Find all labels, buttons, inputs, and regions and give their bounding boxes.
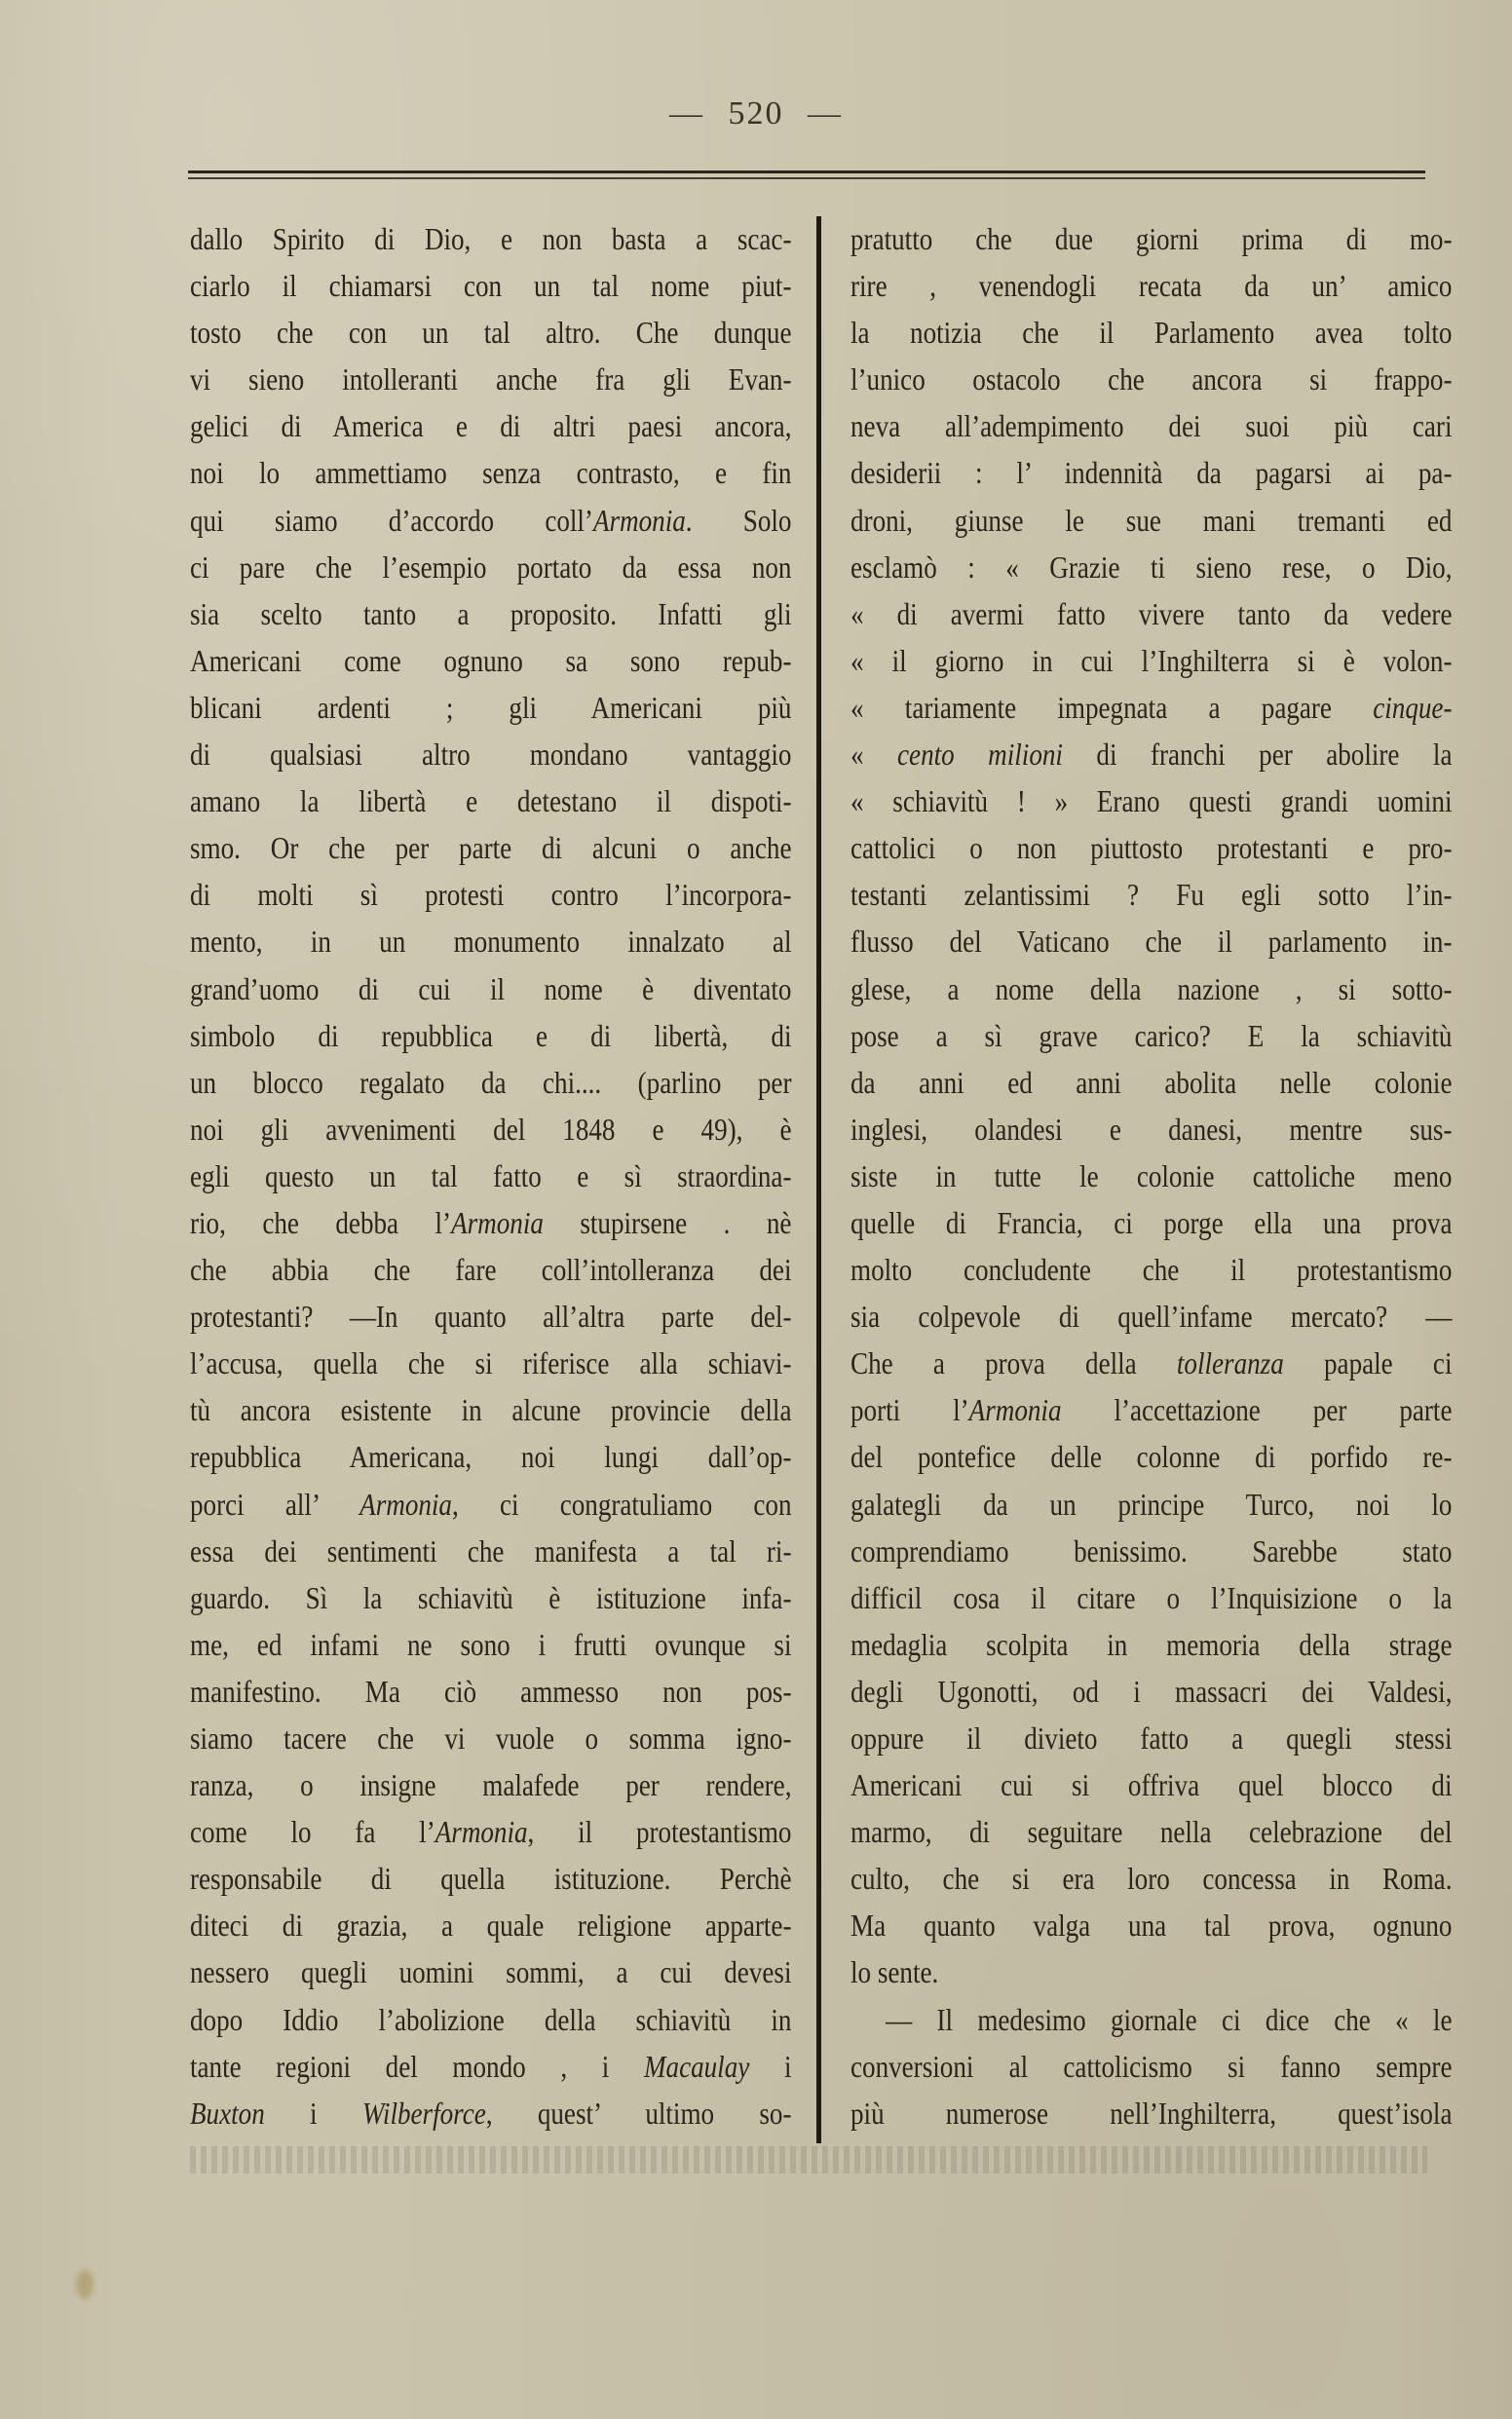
- text-segment: degli Ugonotti, od i massacri dei Valdesi,: [850, 1674, 1453, 1709]
- text-line: [850, 825, 1452, 872]
- text-segment: sia scelto tanto a proposito. Infatti gli: [190, 596, 792, 631]
- text-line: [850, 591, 1452, 638]
- text-line: [190, 1341, 791, 1387]
- text-segment: responsabile di quella istituzione. Perchè: [190, 1862, 792, 1897]
- text-line: [850, 1762, 1452, 1809]
- text-segment: , ci congratuliamo con: [451, 1487, 792, 1522]
- header-dash-right: —: [808, 95, 843, 132]
- text-segment: l’accusa, quella che si riferisce alla schiavi-: [190, 1346, 792, 1381]
- text-line: [190, 1716, 791, 1762]
- italic-text: Wilberforce: [361, 2096, 486, 2131]
- italic-text: Buxton: [190, 2096, 265, 2131]
- text-segment: vi sieno intolleranti anche fra gli Evan-: [190, 362, 792, 397]
- text-line: [190, 1856, 791, 1903]
- text-segment: neva all’adempimento dei suoi più cari: [850, 409, 1453, 444]
- text-line: [190, 357, 791, 403]
- text-line: [190, 545, 791, 591]
- text-line: [190, 591, 791, 638]
- text-segment: , quest’ ultimo so-: [485, 2096, 792, 2131]
- text-line: [190, 1622, 791, 1669]
- text-segment: amano la libertà e detestano il dispoti-: [190, 784, 792, 819]
- text-segment: nessero quegli uomini sommi, a cui devesi: [190, 1955, 792, 1990]
- text-segment: tù ancora esistente in alcune provincie della: [190, 1393, 792, 1428]
- text-line: [190, 1200, 791, 1247]
- text-line: [190, 216, 791, 263]
- text-segment: dopo Iddio l’abolizione della schiavitù in: [190, 2002, 792, 2037]
- left-column-text: [190, 216, 791, 2137]
- text-segment: Ma quanto valga una tal prova, ognuno: [850, 1909, 1453, 1944]
- text-line: [850, 2091, 1452, 2137]
- text-line: [190, 638, 791, 685]
- text-line: [850, 778, 1452, 825]
- text-segment: oppure il divieto fatto a quegli stessi: [850, 1721, 1453, 1756]
- text-line: [850, 1247, 1452, 1294]
- text-segment: porti l’: [850, 1393, 969, 1428]
- show-through-text: [190, 2146, 1427, 2173]
- text-segment: quelle di Francia, ci porge ella una prova: [850, 1205, 1453, 1240]
- text-segment: da anni ed anni abolita nelle colonie: [850, 1065, 1453, 1100]
- text-segment: difficil cosa il citare o l’Inquisizione o la: [850, 1580, 1453, 1615]
- text-line: [850, 1716, 1452, 1762]
- text-segment: droni, giunse le sue mani tremanti ed: [850, 503, 1453, 538]
- text-segment: « tariamente impegnata a pagare: [850, 690, 1374, 725]
- text-segment: conversioni al cattolicismo si fanno sempre: [850, 2049, 1453, 2084]
- text-segment: culto, che si era loro concessa in Roma.: [850, 1862, 1453, 1897]
- text-line: [850, 1153, 1452, 1200]
- left-column: [190, 216, 792, 2137]
- text-line: [190, 1434, 791, 1481]
- page-header: [0, 95, 1512, 132]
- text-line: [190, 263, 791, 310]
- text-segment: , il protestantismo: [527, 1815, 792, 1850]
- text-line: [190, 1762, 791, 1809]
- text-segment: essa dei sentimenti che manifesta a tal ri-: [190, 1533, 792, 1569]
- italic-text: cento milioni: [897, 737, 1063, 773]
- text-line: [190, 825, 791, 872]
- text-line: [850, 263, 1452, 310]
- text-segment: di qualsiasi altro mondano vantaggio: [190, 737, 792, 773]
- italic-text: Armonia: [968, 1393, 1062, 1428]
- text-segment: tante regioni del mondo , i: [190, 2049, 644, 2084]
- text-segment: « schiavitù ! » Erano questi grandi uomini: [850, 784, 1453, 819]
- text-line: [190, 2044, 791, 2091]
- text-segment: siste in tutte le colonie cattoliche meno: [850, 1158, 1453, 1193]
- text-segment: siamo tacere che vi vuole o somma igno-: [190, 1721, 792, 1756]
- text-segment: ci pare che l’esempio portato da essa non: [190, 549, 792, 585]
- text-line: [190, 310, 791, 357]
- text-segment: . Solo: [685, 503, 792, 538]
- header-rule-thick: [188, 170, 1425, 173]
- text-segment: comprendiamo benissimo. Sarebbe stato: [850, 1533, 1453, 1569]
- text-line: [190, 1247, 791, 1294]
- text-line: [850, 685, 1452, 732]
- text-segment: egli questo un tal fatto e sì straordina-: [190, 1158, 792, 1193]
- text-line: [190, 1949, 791, 1996]
- italic-text: Armonia: [435, 1815, 528, 1850]
- text-segment: più numerose nell’Inghilterra, quest’isola: [850, 2096, 1453, 2131]
- text-segment: qui siamo d’accordo coll’: [190, 503, 593, 538]
- text-line: [190, 2091, 791, 2137]
- text-line: [190, 1482, 791, 1529]
- text-segment: galategli da un principe Turco, noi lo: [850, 1487, 1453, 1522]
- text-line: [190, 919, 791, 965]
- text-line: [190, 1809, 791, 1856]
- text-line: [190, 1107, 791, 1153]
- text-line: [850, 1434, 1452, 1481]
- text-line: [190, 1903, 791, 1949]
- column-divider: [816, 216, 821, 2143]
- text-segment: un blocco regalato da chi.... (parlino per: [190, 1065, 792, 1100]
- text-segment: l’unico ostacolo che ancora si frappo-: [850, 362, 1453, 397]
- text-line: [190, 498, 791, 545]
- text-segment: come lo fa l’: [190, 1815, 435, 1850]
- text-segment: che abbia che fare coll’intolleranza dei: [190, 1253, 792, 1288]
- text-line: [850, 1060, 1452, 1107]
- text-segment: pratutto che due giorni prima di mo-: [850, 222, 1453, 256]
- text-segment: Che a prova della: [850, 1346, 1177, 1381]
- text-segment: me, ed infami ne sono i frutti ovunque si: [190, 1627, 792, 1662]
- text-segment: dallo Spirito di Dio, e non basta a scac-: [190, 222, 792, 256]
- right-column: [850, 216, 1453, 2137]
- text-segment: protestanti? —In quanto all’altra parte del-: [190, 1300, 792, 1335]
- text-segment: molto concludente che il protestantismo: [850, 1253, 1453, 1288]
- text-line: [850, 732, 1452, 778]
- right-column-text: [850, 216, 1452, 2137]
- text-line: [190, 732, 791, 778]
- text-line: [850, 966, 1452, 1013]
- text-line: [850, 1622, 1452, 1669]
- text-line: [190, 1153, 791, 1200]
- text-segment: « il giorno in cui l’Inghilterra si è volon-: [850, 643, 1453, 678]
- text-segment: di molti sì protesti contro l’incorpora-: [190, 878, 792, 913]
- text-line: [190, 966, 791, 1013]
- text-line: [850, 216, 1452, 263]
- text-segment: gelici di America e di altri paesi ancora,: [190, 409, 792, 444]
- text-segment: del pontefice delle colonne di porfido re-: [850, 1440, 1453, 1475]
- text-line: [850, 872, 1452, 919]
- text-line: [850, 450, 1452, 497]
- text-line: [190, 403, 791, 450]
- italic-text: tolleranza: [1176, 1346, 1284, 1381]
- text-line: [850, 1387, 1452, 1434]
- text-line: [850, 1669, 1452, 1716]
- italic-text: Armonia: [359, 1487, 452, 1522]
- text-segment: manifestino. Ma ciò ammesso non pos-: [190, 1674, 792, 1709]
- text-segment: Americani come ognuno sa sono repub-: [190, 643, 792, 678]
- text-segment: la notizia che il Parlamento avea tolto: [850, 316, 1453, 351]
- text-line: [850, 2044, 1452, 2091]
- text-segment: «: [850, 737, 898, 773]
- text-line: [190, 1294, 791, 1341]
- text-line: [190, 1060, 791, 1107]
- text-segment: medaglia scolpita in memoria della strage: [850, 1627, 1453, 1662]
- text-segment: i: [264, 2096, 362, 2131]
- text-line: [850, 310, 1452, 357]
- text-line: [850, 403, 1452, 450]
- text-line: [850, 1903, 1452, 1949]
- text-line: [850, 1013, 1452, 1060]
- text-line: [850, 638, 1452, 685]
- text-line: [190, 450, 791, 497]
- text-segment: Americani cui si offriva quel blocco di: [850, 1768, 1453, 1803]
- paper-stain: [76, 2270, 94, 2299]
- text-line: [850, 357, 1452, 403]
- text-segment: simbolo di repubblica e di libertà, di: [190, 1018, 792, 1053]
- text-line: [850, 1575, 1452, 1622]
- text-segment: flusso del Vaticano che il parlamento in-: [850, 925, 1453, 960]
- text-segment: sia colpevole di quell’infame mercato? —: [850, 1300, 1453, 1335]
- text-line: [190, 1387, 791, 1434]
- text-segment: desiderii : l’ indennità da pagarsi ai pa-: [850, 456, 1453, 491]
- italic-text: cinque-: [1373, 690, 1453, 725]
- text-line: [850, 545, 1452, 591]
- text-segment: l’accettazione per parte: [1061, 1393, 1453, 1428]
- text-segment: noi gli avvenimenti del 1848 e 49), è: [190, 1112, 792, 1147]
- text-segment: repubblica Americana, noi lungi dall’op-: [190, 1440, 792, 1475]
- italic-text: Macaulay: [643, 2049, 750, 2084]
- text-segment: smo. Or che per parte di alcuni o anche: [190, 831, 792, 866]
- text-segment: pose a sì grave carico? E la schiavitù: [850, 1018, 1453, 1053]
- text-segment: rio, che debba l’: [190, 1205, 452, 1240]
- text-segment: glese, a nome della nazione , si sotto-: [850, 971, 1453, 1006]
- text-segment: « di avermi fatto vivere tanto da vedere: [850, 596, 1453, 631]
- text-line: [190, 1013, 791, 1060]
- text-segment: stupirsene . nè: [543, 1205, 792, 1240]
- text-segment: diteci di grazia, a quale religione apparte-: [190, 1909, 792, 1944]
- text-segment: blicani ardenti ; gli Americani più: [190, 690, 792, 725]
- text-line: [190, 778, 791, 825]
- text-segment: ranza, o insigne malafede per rendere,: [190, 1768, 792, 1803]
- italic-text: Armonia: [451, 1205, 544, 1240]
- italic-text: Armonia: [592, 503, 686, 538]
- text-segment: tosto che con un tal altro. Che dunque: [190, 316, 792, 351]
- text-segment: rire , venendogli recata da un’ amico: [850, 269, 1453, 304]
- text-segment: — Il medesimo giornale ci dice che « le: [886, 2002, 1453, 2037]
- text-line: [850, 1856, 1452, 1903]
- text-line: [190, 685, 791, 732]
- text-line: [850, 1809, 1452, 1856]
- text-line: [850, 1949, 1452, 1996]
- text-segment: di franchi per abolire la: [1062, 737, 1453, 773]
- text-line: [850, 1107, 1452, 1153]
- text-segment: inglesi, olandesi e danesi, mentre sus-: [850, 1112, 1453, 1147]
- text-line: [190, 1669, 791, 1716]
- text-segment: ciarlo il chiamarsi con un tal nome piut-: [190, 269, 792, 304]
- text-segment: porci all’: [190, 1487, 360, 1522]
- header-dash-left: —: [669, 95, 704, 132]
- text-segment: testanti zelantissimi ? Fu egli sotto l’in-: [850, 878, 1453, 913]
- text-segment: marmo, di seguitare nella celebrazione del: [850, 1815, 1453, 1850]
- text-segment: grand’uomo di cui il nome è diventato: [190, 971, 792, 1006]
- text-line: [850, 1341, 1452, 1387]
- text-line: [190, 1575, 791, 1622]
- text-segment: i: [749, 2049, 792, 2084]
- text-line: [850, 1294, 1452, 1341]
- text-segment: lo sente.: [850, 1955, 939, 1990]
- text-segment: noi lo ammettiamo senza contrasto, e fin: [190, 456, 792, 491]
- text-segment: cattolici o non piuttosto protestanti e pro-: [850, 831, 1453, 866]
- text-line: [190, 1529, 791, 1575]
- text-segment: papale ci: [1283, 1346, 1453, 1381]
- text-line: [850, 1997, 1452, 2044]
- text-line: [850, 498, 1452, 545]
- text-line: [190, 1997, 791, 2044]
- text-line: [850, 919, 1452, 965]
- text-line: [850, 1482, 1452, 1529]
- text-segment: esclamò : « Grazie ti sieno rese, o Dio,: [850, 549, 1453, 585]
- page-number: 520: [728, 95, 784, 132]
- text-segment: guardo. Sì la schiavitù è istituzione infa-: [190, 1580, 792, 1615]
- header-rule-thin: [188, 177, 1425, 179]
- text-line: [850, 1200, 1452, 1247]
- text-segment: mento, in un monumento innalzato al: [190, 925, 792, 960]
- text-line: [850, 1529, 1452, 1575]
- text-line: [190, 872, 791, 919]
